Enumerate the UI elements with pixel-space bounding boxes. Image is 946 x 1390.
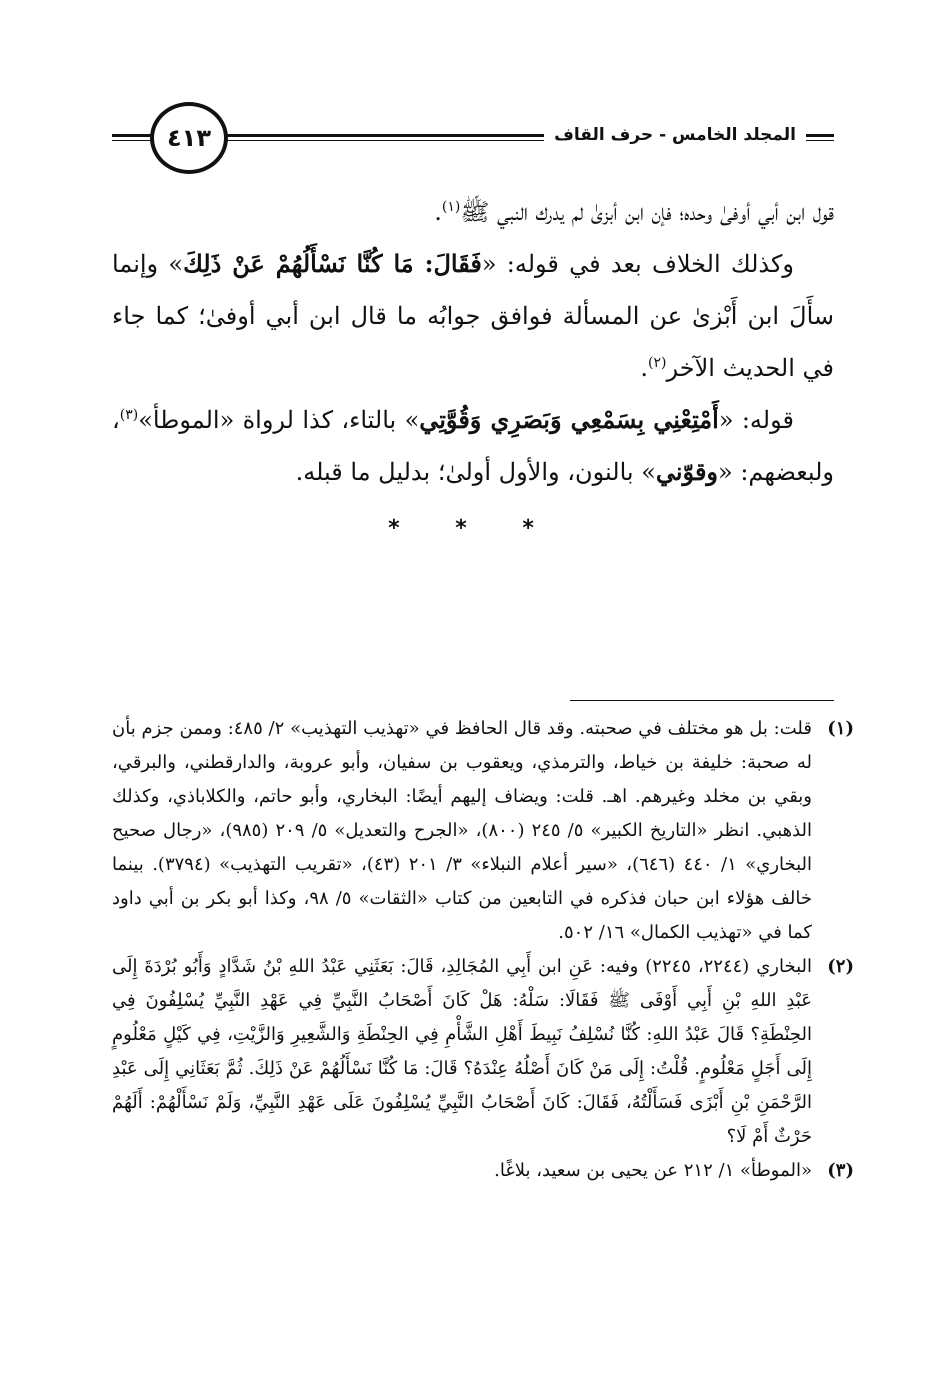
page-header (112, 100, 834, 172)
footnote-number: (٣) (827, 1160, 854, 1181)
footnote-ref-2: (٢) (648, 355, 667, 371)
footnote-3 (112, 1154, 854, 1188)
footnote-text: قلت: بل هو مختلف في صحبته. وقد قال الحافظ في «تهذيب التهذيب» ٢/ ٤٨٥: وممن جزم بأن له صحبة: خليفة بن خياط، والترمذي، ويعقوب بن سفيان، وأبو عروبة، والدارقطني، والبرقي، وبقي بن مخلد وغيرهم. اهـ. قلت: ويضاف إليهم أيضًا: البخاري، وأبو حاتم، والكلاباذي، وكذلك الذهبي. انظر «التاريخ الكبير» ٥/ ٢٤٥ (٨٠٠)، «الجرح والتعديل» ٥/ ٢٠٩ (٩٨٥)، «رجال صحيح البخاري» ١/ ٤٤٠ (٦٤٦)، «سير أعلام النبلاء» ٣/ ٢٠١ (٤٣)، «تقريب التهذيب» (٣٧٩٤). بينما خالف هؤلاء ابن حبان فذكره في التابعين من كتاب «الثقات» ٥/ ٩٨، وكذا أبو بكر بن أبي داود كما في «تهذيب الكمال» ١٦/ ٥٠٢. (112, 718, 813, 943)
hadith-quote: فَقَالَ: مَا كُنَّا نَسْأَلُهُمْ عَنْ ذَلِكَ (183, 249, 482, 278)
footnote-1 (112, 712, 854, 950)
footnote-ref-1: (١) (441, 199, 461, 215)
variant-reading: وقوّني (655, 457, 719, 486)
footnotes (112, 712, 854, 1188)
page-number: ٤١٣ (150, 102, 228, 174)
footnote-2 (112, 950, 854, 1154)
hadith-quote: أَمْتِعْنِي بِسَمْعِي وَبَصَرِي وَقُوَّتِي (419, 405, 719, 434)
footnote-text: البخاري (٢٢٤٤، ٢٢٤٥) وفيه: عَنِ ابن أَبِي المُجَالِدِ، قَالَ: بَعَثَنِي عَبْدُ اللهِ بْنُ شَدَّادٍ وَأَبُو بُرْدَةَ إِلَى عَبْدِ اللهِ بْنِ أَبِي أَوْفَى ﷺ فَقَالَا: سَلْهُ: هَلْ كَانَ أَصْحَابُ النَّبِيِّ فِي عَهْدِ النَّبِيِّ يُسْلِفُونَ فِي الحِنْطَةِ؟ قَالَ عَبْدُ اللهِ: كُنَّا نُسْلِفُ نَبِيطَ أَهْلِ الشَّأْمِ فِي الحِنْطَةِ وَالشَّعِيرِ وَالزَّيْتِ، فِي كَيْلٍ مَعْلُومٍ إِلَى أَجَلٍ مَعْلُومٍ. قُلْتُ: إِلَى مَنْ كَانَ أَصْلُهُ عِنْدَهُ؟ قَالَ: مَا كُنَّا نَسْأَلُهُمْ عَنْ ذَلِكَ. ثُمَّ بَعَثَانِي إِلَى عَبْدِ الرَّحْمَنِ بْنِ أَبْزَى فَسَأَلْتُهُ، فَقَالَ: كَانَ أَصْحَابُ النَّبِيِّ يُسْلِفُونَ عَلَى عَهْدِ النَّبِيِّ، وَلَمْ نَسْأَلْهُمْ: أَلَهُمْ حَرْثٌ أَمْ لَا؟ (112, 956, 812, 1147)
footnote-divider (570, 700, 834, 701)
footnote-number: (١) (827, 718, 854, 739)
paragraph-1: قول ابن أبي أوفىٰ وحده؛ فإن ابن أبزىٰ لم يدرك النبي ﷺ$^{(١)}$. (434, 198, 834, 226)
paragraph-3: قوله: «أَمْتِعْنِي بِسَمْعِي وَبَصَرِي وَقُوَّتِي» بالتاء، كذا لرواة «الموطأ»$^{(٣)}$، ولبعضهم: «وقوّني» بالنون، والأول أولىٰ؛ بدليل ما قبله. (112, 405, 834, 486)
paragraph-2: وكذلك الخلاف بعد في قوله: «فَقَالَ: مَا كُنَّا نَسْأَلُهُمْ عَنْ ذَلِكَ» وإنما سأَلَ ابن أَبْزىٰ عن المسألة فوافق جوابُه ما قال ابن أبي أوفىٰ؛ كما جاء في الحديث الآخر$^{(٢)}$. (112, 249, 834, 382)
footnote-ref-3: (٣) (119, 407, 139, 423)
running-head: المجلد الخامس - حرف القاف (544, 120, 806, 150)
footnote-number: (٢) (827, 956, 854, 977)
footnote-text: «الموطأ» ١/ ٢١٢ عن يحيى بن سعيد، بلاغًا. (494, 1160, 812, 1181)
section-separator: * * * (388, 516, 558, 541)
main-text (112, 186, 834, 498)
